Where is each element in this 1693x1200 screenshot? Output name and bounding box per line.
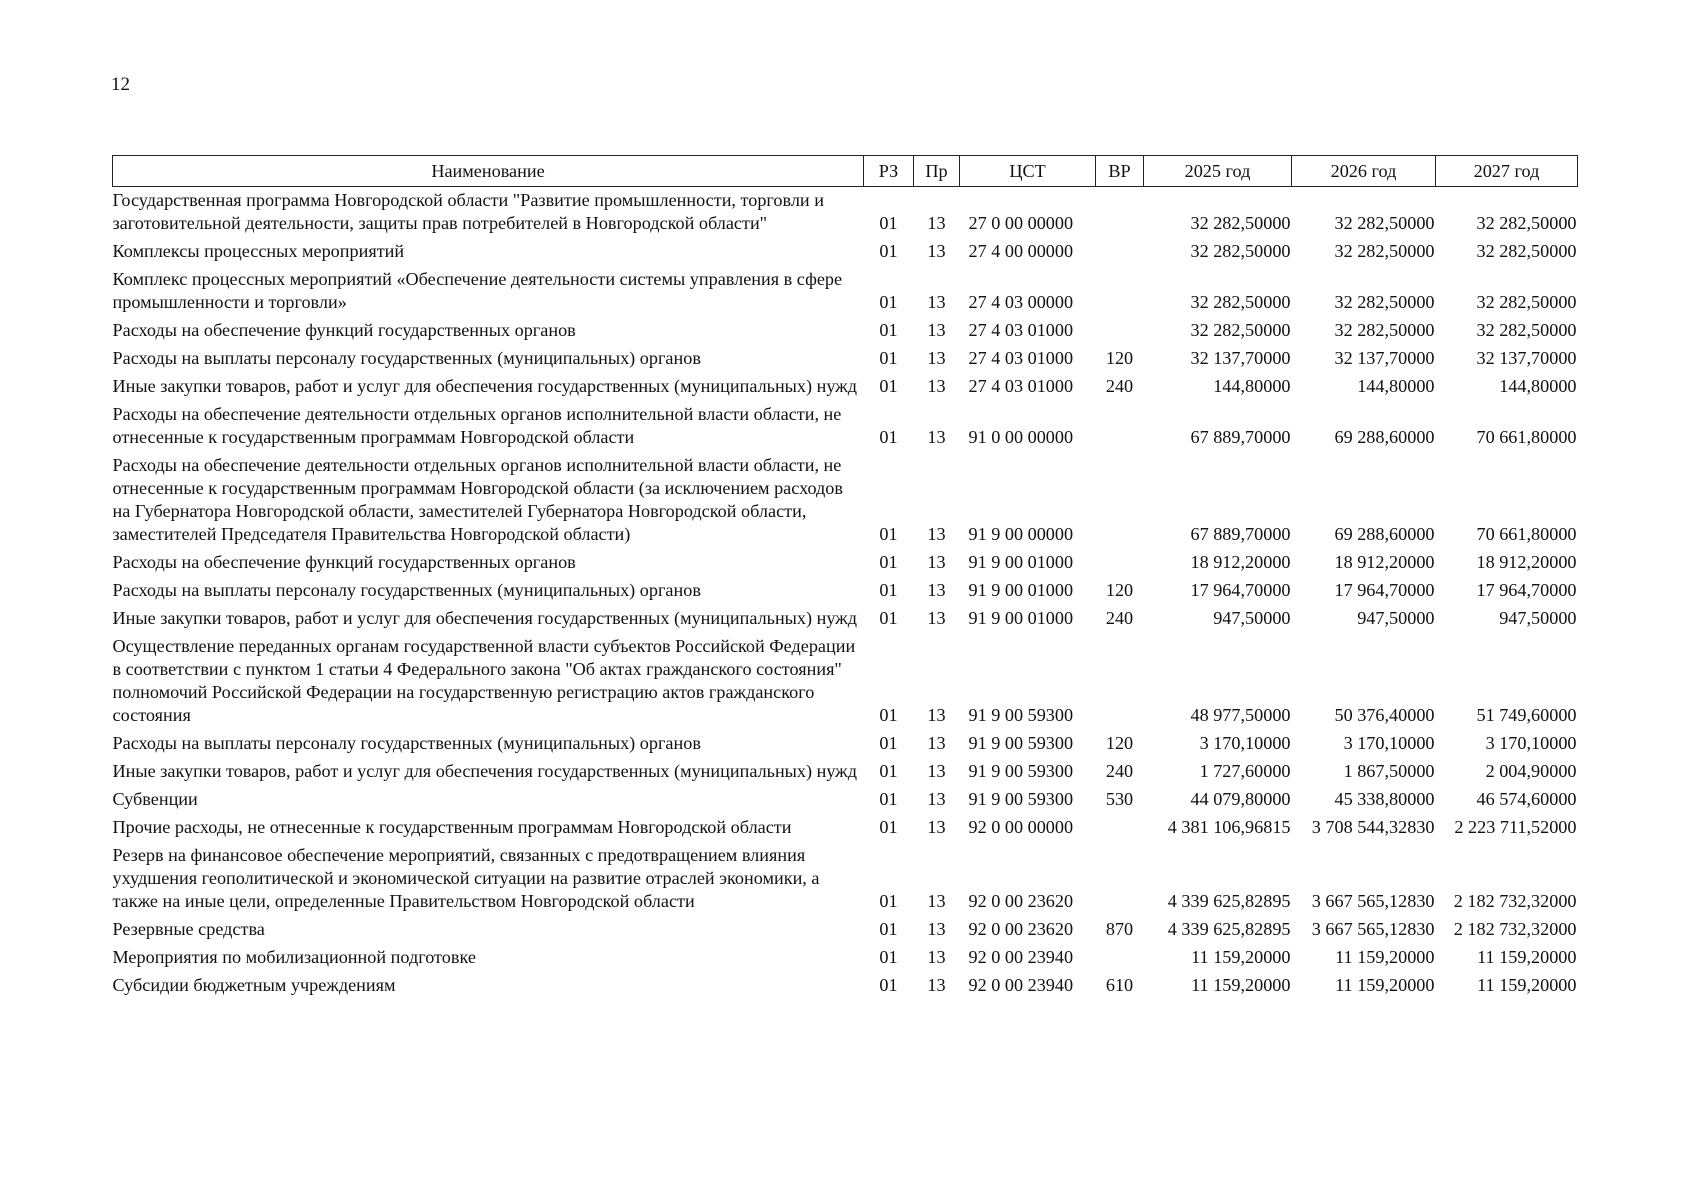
header-vr: ВР (1096, 156, 1144, 187)
cell-vr: 870 (1105, 919, 1134, 939)
cell-2025: 32 282,50000 (1190, 213, 1291, 233)
cell-cst: 92 0 00 23620 (968, 891, 1074, 911)
table-row (113, 605, 1578, 633)
table-row (113, 238, 1578, 266)
cell-2027: 46 574,60000 (1476, 789, 1577, 809)
cell-vr: 240 (1105, 376, 1134, 396)
cell-2027: 32 282,50000 (1476, 241, 1577, 261)
cell-pr: 13 (927, 348, 946, 368)
cell-cst: 91 9 00 01000 (968, 608, 1074, 628)
cell-cst: 27 4 03 01000 (968, 348, 1074, 368)
cell-name: Комплекс процессных мероприятий «Обеспечение деятельности системы управления в сфере промышленности и торговли» (112, 269, 843, 312)
cell-2025: 11 159,20000 (1191, 975, 1291, 995)
table-row (113, 401, 1578, 452)
cell-2026: 18 912,20000 (1334, 552, 1435, 572)
cell-vr: 530 (1105, 789, 1134, 809)
cell-name: Расходы на выплаты персоналу государственных (муниципальных) органов (112, 733, 701, 753)
cell-rz: 01 (879, 733, 898, 753)
header-pr: Пр (914, 156, 960, 187)
cell-pr: 13 (927, 608, 946, 628)
cell-cst: 91 9 00 01000 (968, 580, 1074, 600)
cell-name: Расходы на выплаты персоналу государственных (муниципальных) органов (112, 580, 701, 600)
cell-2027: 2 182 732,32000 (1453, 919, 1577, 939)
cell-vr (1096, 549, 1144, 577)
table-row (113, 577, 1578, 605)
cell-cst: 92 0 00 23940 (968, 975, 1074, 995)
cell-cst: 91 9 00 59300 (968, 733, 1074, 753)
cell-vr (1096, 187, 1144, 239)
cell-rz: 01 (879, 705, 898, 725)
cell-2026: 1 867,50000 (1343, 761, 1435, 781)
cell-2027: 18 912,20000 (1476, 552, 1577, 572)
cell-vr (1096, 238, 1144, 266)
cell-2027: 70 661,80000 (1476, 524, 1577, 544)
cell-2027: 17 964,70000 (1476, 580, 1577, 600)
cell-2026: 32 282,50000 (1334, 241, 1435, 261)
cell-pr: 13 (927, 292, 946, 312)
cell-name: Субсидии бюджетным учреждениям (112, 975, 396, 995)
header-2026: 2026 год (1292, 156, 1436, 187)
cell-2026: 17 964,70000 (1334, 580, 1435, 600)
cell-rz: 01 (879, 891, 898, 911)
cell-name: Иные закупки товаров, работ и услуг для обеспечения государственных (муниципальных) нужд (112, 376, 858, 396)
cell-cst: 91 9 00 59300 (968, 705, 1074, 725)
table-row (113, 345, 1578, 373)
cell-rz: 01 (879, 427, 898, 447)
cell-2027: 51 749,60000 (1476, 705, 1577, 725)
cell-rz: 01 (879, 761, 898, 781)
cell-2025: 67 889,70000 (1190, 524, 1291, 544)
cell-rz: 01 (879, 552, 898, 572)
cell-cst: 91 0 00 00000 (968, 427, 1074, 447)
cell-cst: 27 0 00 00000 (968, 213, 1074, 233)
header-2027: 2027 год (1436, 156, 1578, 187)
cell-name: Резерв на финансовое обеспечение мероприятий, связанных с предотвращением влияния ухудшения геополитической и экономической ситуации на развитие отраслей экономики, а также на иные цели, определенные Правительством Новгородской области (112, 845, 820, 911)
table-row (113, 317, 1578, 345)
cell-rz: 01 (879, 919, 898, 939)
cell-2026: 947,50000 (1357, 608, 1435, 628)
cell-2025: 32 282,50000 (1190, 241, 1291, 261)
cell-2026: 144,80000 (1357, 376, 1435, 396)
cell-pr: 13 (927, 947, 946, 967)
cell-pr: 13 (927, 817, 946, 837)
cell-2025: 32 282,50000 (1190, 292, 1291, 312)
table-row (113, 758, 1578, 786)
cell-rz: 01 (879, 376, 898, 396)
cell-rz: 01 (879, 292, 898, 312)
cell-rz: 01 (879, 320, 898, 340)
cell-pr: 13 (927, 320, 946, 340)
cell-2025: 144,80000 (1213, 376, 1291, 396)
cell-2025: 44 079,80000 (1190, 789, 1291, 809)
cell-2026: 50 376,40000 (1334, 705, 1435, 725)
cell-rz: 01 (879, 348, 898, 368)
cell-2026: 69 288,60000 (1334, 524, 1435, 544)
table-row (113, 972, 1578, 1000)
table-row (113, 786, 1578, 814)
cell-rz: 01 (879, 817, 898, 837)
table-row (113, 730, 1578, 758)
table-row (113, 633, 1578, 730)
cell-rz: 01 (879, 213, 898, 233)
cell-2027: 11 159,20000 (1477, 975, 1577, 995)
cell-pr: 13 (927, 705, 946, 725)
cell-pr: 13 (927, 789, 946, 809)
cell-2027: 70 661,80000 (1476, 427, 1577, 447)
cell-cst: 27 4 00 00000 (968, 241, 1074, 261)
cell-cst: 92 0 00 23620 (968, 919, 1074, 939)
cell-vr (1096, 452, 1144, 549)
cell-vr (1096, 266, 1144, 317)
cell-cst: 91 9 00 00000 (968, 524, 1074, 544)
table-row (113, 842, 1578, 916)
cell-cst: 27 4 03 01000 (968, 320, 1074, 340)
cell-2027: 144,80000 (1499, 376, 1577, 396)
cell-2026: 32 137,70000 (1334, 348, 1435, 368)
page-number: 12 (111, 74, 130, 95)
header-2025: 2025 год (1144, 156, 1292, 187)
cell-2025: 32 137,70000 (1190, 348, 1291, 368)
cell-2025: 4 339 625,82895 (1167, 919, 1291, 939)
table-row (113, 814, 1578, 842)
cell-name: Иные закупки товаров, работ и услуг для обеспечения государственных (муниципальных) нужд (112, 608, 858, 628)
cell-vr (1096, 633, 1144, 730)
cell-pr: 13 (927, 524, 946, 544)
cell-rz: 01 (879, 789, 898, 809)
cell-2027: 32 137,70000 (1476, 348, 1577, 368)
cell-2027: 32 282,50000 (1476, 292, 1577, 312)
table-row (113, 944, 1578, 972)
cell-2027: 11 159,20000 (1477, 947, 1577, 967)
cell-vr (1096, 814, 1144, 842)
cell-name: Прочие расходы, не отнесенные к государственным программам Новгородской области (112, 817, 792, 837)
cell-vr: 120 (1105, 348, 1134, 368)
cell-name: Резервные средства (112, 919, 265, 939)
cell-2026: 3 170,10000 (1343, 733, 1435, 753)
cell-2025: 17 964,70000 (1190, 580, 1291, 600)
cell-name: Мероприятия по мобилизационной подготовке (112, 947, 476, 967)
cell-2026: 45 338,80000 (1334, 789, 1435, 809)
cell-2026: 69 288,60000 (1334, 427, 1435, 447)
budget-table (112, 155, 1578, 1000)
cell-rz: 01 (879, 580, 898, 600)
cell-2026: 32 282,50000 (1334, 213, 1435, 233)
table-row (113, 452, 1578, 549)
cell-vr (1096, 317, 1144, 345)
table-row (113, 266, 1578, 317)
cell-2026: 3 708 544,32830 (1311, 817, 1435, 837)
cell-name: Расходы на обеспечение деятельности отдельных органов исполнительной власти области, не отнесенные к государственным программам Новгородской области (за исключением расходов на Губернатора Новгородской области, заместителей Губернатора Новгородской области, заместителей Председателя Правительства Новгородской области) (112, 455, 843, 544)
cell-cst: 27 4 03 01000 (968, 376, 1074, 396)
cell-pr: 13 (927, 891, 946, 911)
cell-cst: 91 9 00 01000 (968, 552, 1074, 572)
cell-2025: 11 159,20000 (1191, 947, 1291, 967)
cell-pr: 13 (927, 241, 946, 261)
header-name: Наименование (113, 156, 864, 187)
cell-2026: 11 159,20000 (1335, 975, 1435, 995)
cell-2025: 48 977,50000 (1190, 705, 1291, 725)
cell-2027: 32 282,50000 (1476, 213, 1577, 233)
cell-cst: 92 0 00 23940 (968, 947, 1074, 967)
cell-2025: 4 339 625,82895 (1167, 891, 1291, 911)
cell-vr (1096, 944, 1144, 972)
header-cst: ЦСТ (960, 156, 1096, 187)
cell-2025: 3 170,10000 (1199, 733, 1291, 753)
cell-2027: 32 282,50000 (1476, 320, 1577, 340)
cell-vr: 240 (1105, 761, 1134, 781)
cell-vr: 610 (1105, 975, 1134, 995)
table-row (113, 916, 1578, 944)
cell-vr (1096, 401, 1144, 452)
cell-2026: 11 159,20000 (1335, 947, 1435, 967)
cell-2026: 32 282,50000 (1334, 320, 1435, 340)
cell-cst: 92 0 00 00000 (968, 817, 1074, 837)
cell-rz: 01 (879, 524, 898, 544)
cell-2025: 32 282,50000 (1190, 320, 1291, 340)
cell-name: Расходы на обеспечение функций государственных органов (112, 552, 576, 572)
cell-pr: 13 (927, 552, 946, 572)
cell-pr: 13 (927, 919, 946, 939)
table-row (113, 187, 1578, 239)
cell-2025: 1 727,60000 (1199, 761, 1291, 781)
cell-rz: 01 (879, 241, 898, 261)
cell-2027: 2 004,90000 (1485, 761, 1577, 781)
cell-pr: 13 (927, 975, 946, 995)
cell-cst: 91 9 00 59300 (968, 761, 1074, 781)
table-header-row (113, 156, 1578, 187)
header-rz: РЗ (864, 156, 914, 187)
cell-pr: 13 (927, 761, 946, 781)
cell-2026: 3 667 565,12830 (1311, 919, 1435, 939)
cell-rz: 01 (879, 947, 898, 967)
cell-2025: 947,50000 (1213, 608, 1291, 628)
cell-name: Расходы на обеспечение деятельности отдельных органов исполнительной власти области, не отнесенные к государственным программам Новгородской области (112, 404, 842, 447)
table-row (113, 373, 1578, 401)
cell-cst: 91 9 00 59300 (968, 789, 1074, 809)
cell-2025: 18 912,20000 (1190, 552, 1291, 572)
cell-vr (1096, 842, 1144, 916)
cell-pr: 13 (927, 213, 946, 233)
cell-vr: 240 (1105, 608, 1134, 628)
cell-name: Иные закупки товаров, работ и услуг для обеспечения государственных (муниципальных) нужд (112, 761, 858, 781)
cell-name: Комплексы процессных мероприятий (112, 241, 405, 261)
cell-2026: 32 282,50000 (1334, 292, 1435, 312)
cell-vr: 120 (1105, 580, 1134, 600)
cell-2025: 67 889,70000 (1190, 427, 1291, 447)
cell-pr: 13 (927, 427, 946, 447)
cell-2027: 2 223 711,52000 (1454, 817, 1577, 837)
cell-pr: 13 (927, 733, 946, 753)
cell-rz: 01 (879, 608, 898, 628)
table-body (113, 187, 1578, 1001)
cell-2027: 3 170,10000 (1485, 733, 1577, 753)
cell-name: Расходы на выплаты персоналу государственных (муниципальных) органов (112, 348, 701, 368)
cell-name: Государственная программа Новгородской области "Развитие промышленности, торговли и заготовительной деятельности, защиты прав потребителей в Новгородской области" (112, 190, 824, 233)
cell-name: Субвенции (112, 789, 198, 809)
cell-2027: 947,50000 (1499, 608, 1577, 628)
cell-pr: 13 (927, 376, 946, 396)
cell-2027: 2 182 732,32000 (1453, 891, 1577, 911)
cell-2026: 3 667 565,12830 (1311, 891, 1435, 911)
cell-name: Осуществление переданных органам государственной власти субъектов Российской Федерации в соответствии с пунктом 1 статьи 4 Федерального закона "Об актах гражданского состояния" полномочий Российской Федерации на государственную регистрацию актов гражданского состояния (112, 636, 856, 725)
cell-pr: 13 (927, 580, 946, 600)
cell-rz: 01 (879, 975, 898, 995)
cell-2025: 4 381 106,96815 (1167, 817, 1291, 837)
cell-vr: 120 (1105, 733, 1134, 753)
cell-cst: 27 4 03 00000 (968, 292, 1074, 312)
cell-name: Расходы на обеспечение функций государственных органов (112, 320, 576, 340)
table-row (113, 549, 1578, 577)
